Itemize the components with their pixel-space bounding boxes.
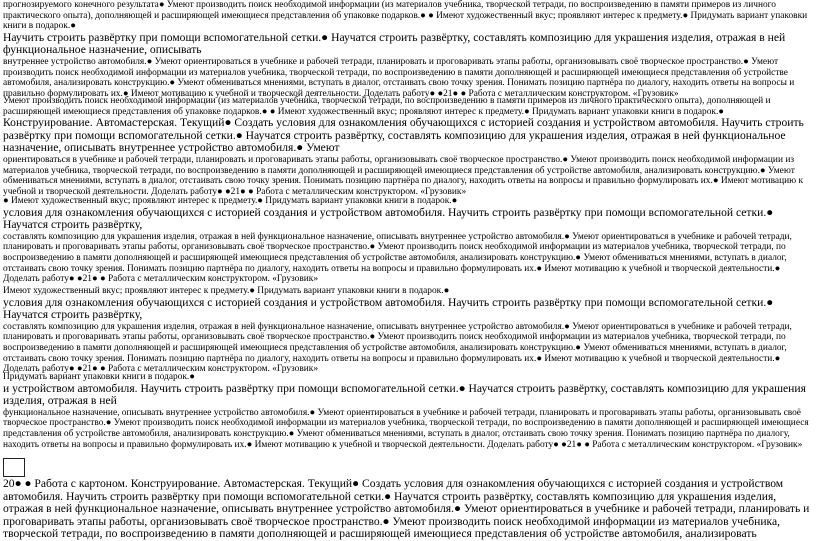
fragment-6-line-1: 20● ● Работа с картоном. Конструирование. Автомастерская. Текущий● Создать условия для ознакомления обучающихся с историей создания и устройством автомобиля. Научить строить развёртку при помощи вспомогательной сетки.● Научатся строить развёртку, составлять композицию для украшения изделия, отражая в ней функциональное назначение, описывать внутреннее устройство автомобиля.● Умеют ориентироваться в учебнике и рабочей тетради, планировать и проговаривать этапы работы, организовывать своё творческое пространство.● Умеют производить поиск необходимой информации из материалов учебника, творческой тетради, по воспроизведению в памяти дополняющей и расширяющей имеющиеся представления об устройстве автомобиля, анализировать (3, 477, 810, 541)
fragment-3-line-3: составлять композицию для украшения изделия, отражая в ней функциональное назначение, описывать внутреннее устройство автомобиля.● Умеют ориентироваться в учебнике и рабочей тетради, планировать и проговаривать этапы работы, организовывать своё творческое пространство.● Умеют производить поиск необходимой информации из материалов учебника, творческой тетради, по воспроизведению в памяти дополняющей и расширяющей имеющиеся представления об устройстве автомобиля, анализировать конструкцию.● Умеют обмениваться мнениями, вступать в диалог, отстаивать свою точку зрения. Понимать позицию партнёра по диалогу, находить ответы на вопросы и правильно формулировать их.● Имеют мотивацию к учебной и творческой деятельности.● Доделать работу● ●21● ● Работа с металлическим конструктором. «Грузовик» (3, 231, 792, 285)
fragment-4-line-1: Имеют художественный вкус; проявляют интерес к предмету.● Придумать вариант упаковки книги в подарок.● (3, 286, 450, 296)
fragment-5-line-3: функциональное назначение, описывать внутреннее устройство автомобиля.● Умеют ориентироваться в учебнике и рабочей тетради, планировать и проговаривать этапы работы, организовывать своё творческое пространство.● Умеют производить поиск необходимой информации из материалов учебника, творческой тетради, по воспроизведению в памяти дополняющей и расширяющей имеющиеся представления об устройстве автомобиля, анализировать конструкцию.● Умеют обмениваться мнениями, вступать в диалог, отстаивать свою точку зрения. Понимать позицию партнёра по диалогу, находить ответы на вопросы и правильно формулировать их.● Имеют мотивацию к учебной и творческой деятельности. Доделать работу● ●21● ● Работа с металлическим конструктором. «Грузовик» (3, 407, 809, 450)
fragment-5-line-1: Придумать вариант упаковки книги в подарок.● (3, 372, 195, 382)
fragment-4-line-2: условия для ознакомления обучающихся с историей создания и устройством автомобиля. Научить строить развёртку при помощи вспомогательной сетки.● Научатся строить развёртку, (3, 295, 774, 322)
fragment-1-line-3: внутреннее устройство автомобиля.● Умеют ориентироваться в учебнике и рабочей тетради, планировать и проговаривать этапы работы, организовывать своё творческое пространство.● Умеют производить поиск необходимой информации из материалов учебника, творческой тетради, по воспроизведению в памяти дополняющей и расширяющей имеющиеся представления об устройстве автомобиля, анализировать конструкцию.● Умеют обмениваться мнениями, вступать в диалог, отстаивать свою точку зрения. Понимать позицию партнёра по диалогу, находить ответы на вопросы и правильно формулировать их.● Имеют мотивацию к учебной и творческой деятельности. Доделать работу● ●21● ● Работа с металлическим конструктором. «Грузовик» (3, 56, 795, 99)
fragment-5-line-2: и устройством автомобиля. Научить строить развёртку при помощи вспомогательной сетки.● Научатся строить развёртку, составлять композицию для украшения изделия, отражая в ней (3, 381, 806, 408)
fragment-4-line-3: составлять композицию для украшения изделия, отражая в ней функциональное назначение, описывать внутреннее устройство автомобиля.● Умеют ориентироваться в учебнике и рабочей тетради, планировать и проговаривать этапы работы, организовывать своё творческое пространство.● Умеют производить поиск необходимой информации из материалов учебника, творческой тетради, по воспроизведению в памяти дополняющей и расширяющей имеющиеся представления об устройстве автомобиля, анализировать конструкцию.● Умеют обмениваться мнениями, вступать в диалог, отстаивать свою точку зрения. Понимать позицию партнёра по диалогу, находить ответы на вопросы и правильно формулировать их.● Имеют мотивацию к учебной и творческой деятельности.● Доделать работу● ●21● ● Работа с металлическим конструктором. «Грузовик» (3, 321, 792, 375)
fragment-4 (3, 286, 813, 375)
table-cell-box (3, 458, 25, 477)
fragment-1 (3, 0, 813, 99)
fragment-5 (3, 372, 813, 450)
fragment-2-line-3: ориентироваться в учебнике и рабочей тетради, планировать и проговаривать этапы работы, организовывать своё творческое пространство.● Умеют производить поиск необходимой информации из материалов учебника, творческой тетради, по воспроизведению в памяти дополняющей и расширяющей имеющиеся представления об устройстве автомобиля, анализировать конструкцию.● Умеют обмениваться мнениями, вступать в диалог, отстаивать свою точку зрения. Понимать позицию партнёра по диалогу, находить ответы на вопросы и правильно формулировать их.● Имеют мотивацию к учебной и творческой деятельности. Доделать работу● ●21● ● Работа с металлическим конструктором. «Грузовик» (3, 154, 804, 197)
fragment-1-line-1: прогнозируемого конечного результата● Умеют производить поиск необходимой информации (из материалов учебника, творческой тетради, по воспроизведению в памяти примеров из личного практического опыта), дополняющей и расширяющей имеющиеся представления об упаковке подарков.● ● Имеют художественный вкус; проявляют интерес к предмету.● Придумать вариант упаковки книги в подарок.● (3, 0, 808, 32)
fragment-6 (3, 478, 813, 541)
fragment-3 (3, 196, 813, 285)
fragment-2-line-1: Умеют производить поиск необходимой информации (из материалов учебника, творческой тетради, по воспроизведению в памяти примеров из личного практического опыта), дополняющей и расширяющей имеющиеся представления об упаковке подарков.● ● Имеют художественный вкус; проявляют интерес к предмету.● Придумать вариант упаковки книги в подарок.● (3, 96, 771, 117)
fragment-2-line-2: Конструирование. Автомастерская. Текущий● Создать условия для ознакомления обучающихся с историей создания и устройством автомобиля. Научить строить развёртку при помощи вспомогательной сетки.● Научатся строить развёртку, составлять композицию для украшения изделия, отражая в ней функциональное назначение, описывать внутреннее устройство автомобиля.● Умеют (3, 116, 804, 155)
fragment-3-line-2: условия для ознакомления обучающихся с историей создания и устройством автомобиля. Научить строить развёртку при помощи вспомогательной сетки.● Научатся строить развёртку, (3, 205, 774, 232)
fragment-3-line-1: ● Имеют художественный вкус; проявляют интерес к предмету.● Придумать вариант упаковки книги в подарок.● (3, 196, 458, 206)
fragment-2 (3, 96, 813, 197)
fragment-1-line-2: Научить строить развёртку при помощи вспомогательной сетки.● Научатся строить развёртку, составлять композицию для украшения изделия, отражая в ней функциональное назначение, описывать (3, 30, 786, 57)
